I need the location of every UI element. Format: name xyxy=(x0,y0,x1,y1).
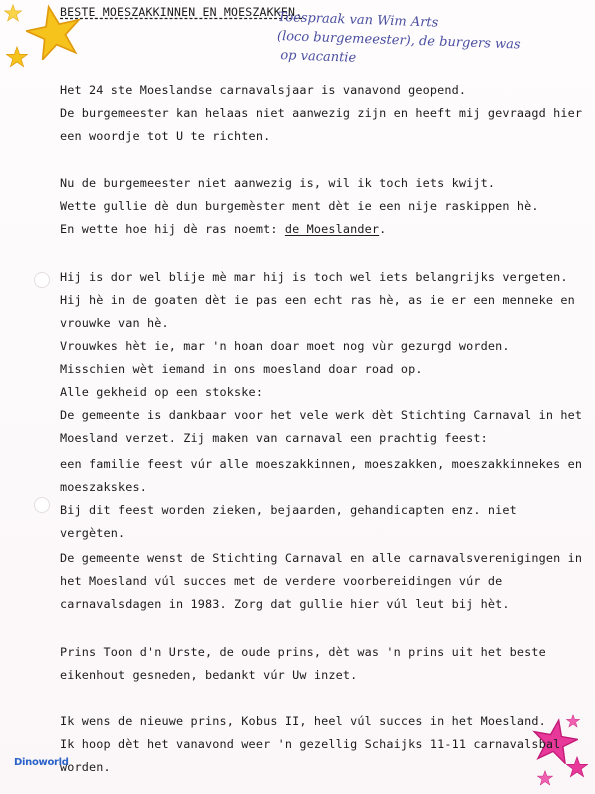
site-logo: Dinoworld xyxy=(14,757,69,768)
punch-hole xyxy=(34,497,50,513)
text-line: een familie feest vúr alle moeszakkinnen, moeszakken, moeszakkinnekes en xyxy=(60,457,583,471)
text-line: eikenhout gesneden, bedankt vúr Uw inzet. xyxy=(60,668,358,682)
text-line: moeszakskes. xyxy=(60,480,148,494)
text-line: Hij hè in de goaten dèt ie pas een echt ras hè, as ie er een menneke en xyxy=(60,293,575,307)
handwritten-line: op vacantie xyxy=(280,48,357,66)
text-line: vergèten. xyxy=(60,526,126,540)
yellow-star-small-icon xyxy=(6,46,28,68)
text-line: De burgemeester kan helaas niet aanwezig zijn en heeft mij gevraagd hier xyxy=(60,106,583,120)
text-line: De gemeente wenst de Stichting Carnaval en alle carnavalsverenigingen in xyxy=(60,551,583,565)
text-line: Misschien wèt iemand in ons moesland doar road op. xyxy=(60,362,423,376)
handwritten-note xyxy=(276,8,588,76)
text-line: Wette gullie dè dun burgemèster ment dèt ie een nije raskippen hè. xyxy=(60,199,539,213)
text-line: Ik wens de nieuwe prins, Kobus II, heel vúl succes in het Moesland. xyxy=(60,714,546,728)
pink-star-tiny-icon xyxy=(537,770,553,786)
text-line: Alle gekheid op een stokske: xyxy=(60,385,264,399)
text-line: Hij is dor wel blije mè mar hij is toch wel iets belangrijks vergeten. xyxy=(60,270,568,284)
text-line: De gemeente is dankbaar voor het vele werk dèt Stichting Carnaval in het xyxy=(60,408,583,422)
text-line: Vrouwkes hèt ie, mar 'n hoan doar moet nog vùr gezurgd worden. xyxy=(60,339,510,353)
text-line: vrouwke van hè. xyxy=(60,316,169,330)
text-line: carnavalsdagen in 1983. Zorg dat gullie hier vúl leut bij hèt. xyxy=(60,597,510,611)
text-line: worden. xyxy=(60,760,111,774)
document-header: BESTE MOESZAKKINNEN EN MOESZAKKEN. xyxy=(60,5,303,19)
pink-star-top-icon xyxy=(566,714,580,728)
pink-star-small-icon xyxy=(566,756,588,778)
underlined-name: de Moeslander xyxy=(284,222,380,236)
punch-hole xyxy=(34,272,50,288)
text-line: Prins Toon d'n Urste, de oude prins, dèt was 'n prins uit het beste xyxy=(60,645,546,659)
handwritten-line: (loco burgemeester), de burgers was xyxy=(276,28,521,53)
text-line: een woordje tot U te richten. xyxy=(60,129,271,143)
text-line: Nu de burgemeester niet aanwezig is, wil ik toch iets kwijt. xyxy=(60,176,496,190)
text-line: Moesland verzet. Zij maken van carnaval een prachtig feest: xyxy=(60,431,488,445)
yellow-star-tiny-icon xyxy=(4,4,22,22)
text-line: En wette hoe hij dè ras noemt: de Moeslander. xyxy=(60,222,387,236)
text-line: het Moesland vúl succes met de verdere voorbereidingen vúr de xyxy=(60,574,503,588)
handwritten-line: Toespraak van Wim Arts xyxy=(277,9,439,31)
text-line: Bij dit feest worden zieken, bejaarden, gehandicapten enz. niet xyxy=(60,503,517,517)
text-segment: En wette hoe hij dè ras noemt: xyxy=(60,222,278,236)
text-line: Ik hoop dèt het vanavond weer 'n gezellig Schaijks 11-11 carnavalsbal xyxy=(60,737,561,751)
text-line: Het 24 ste Moeslandse carnavalsjaar is vanavond geopend. xyxy=(60,83,467,97)
